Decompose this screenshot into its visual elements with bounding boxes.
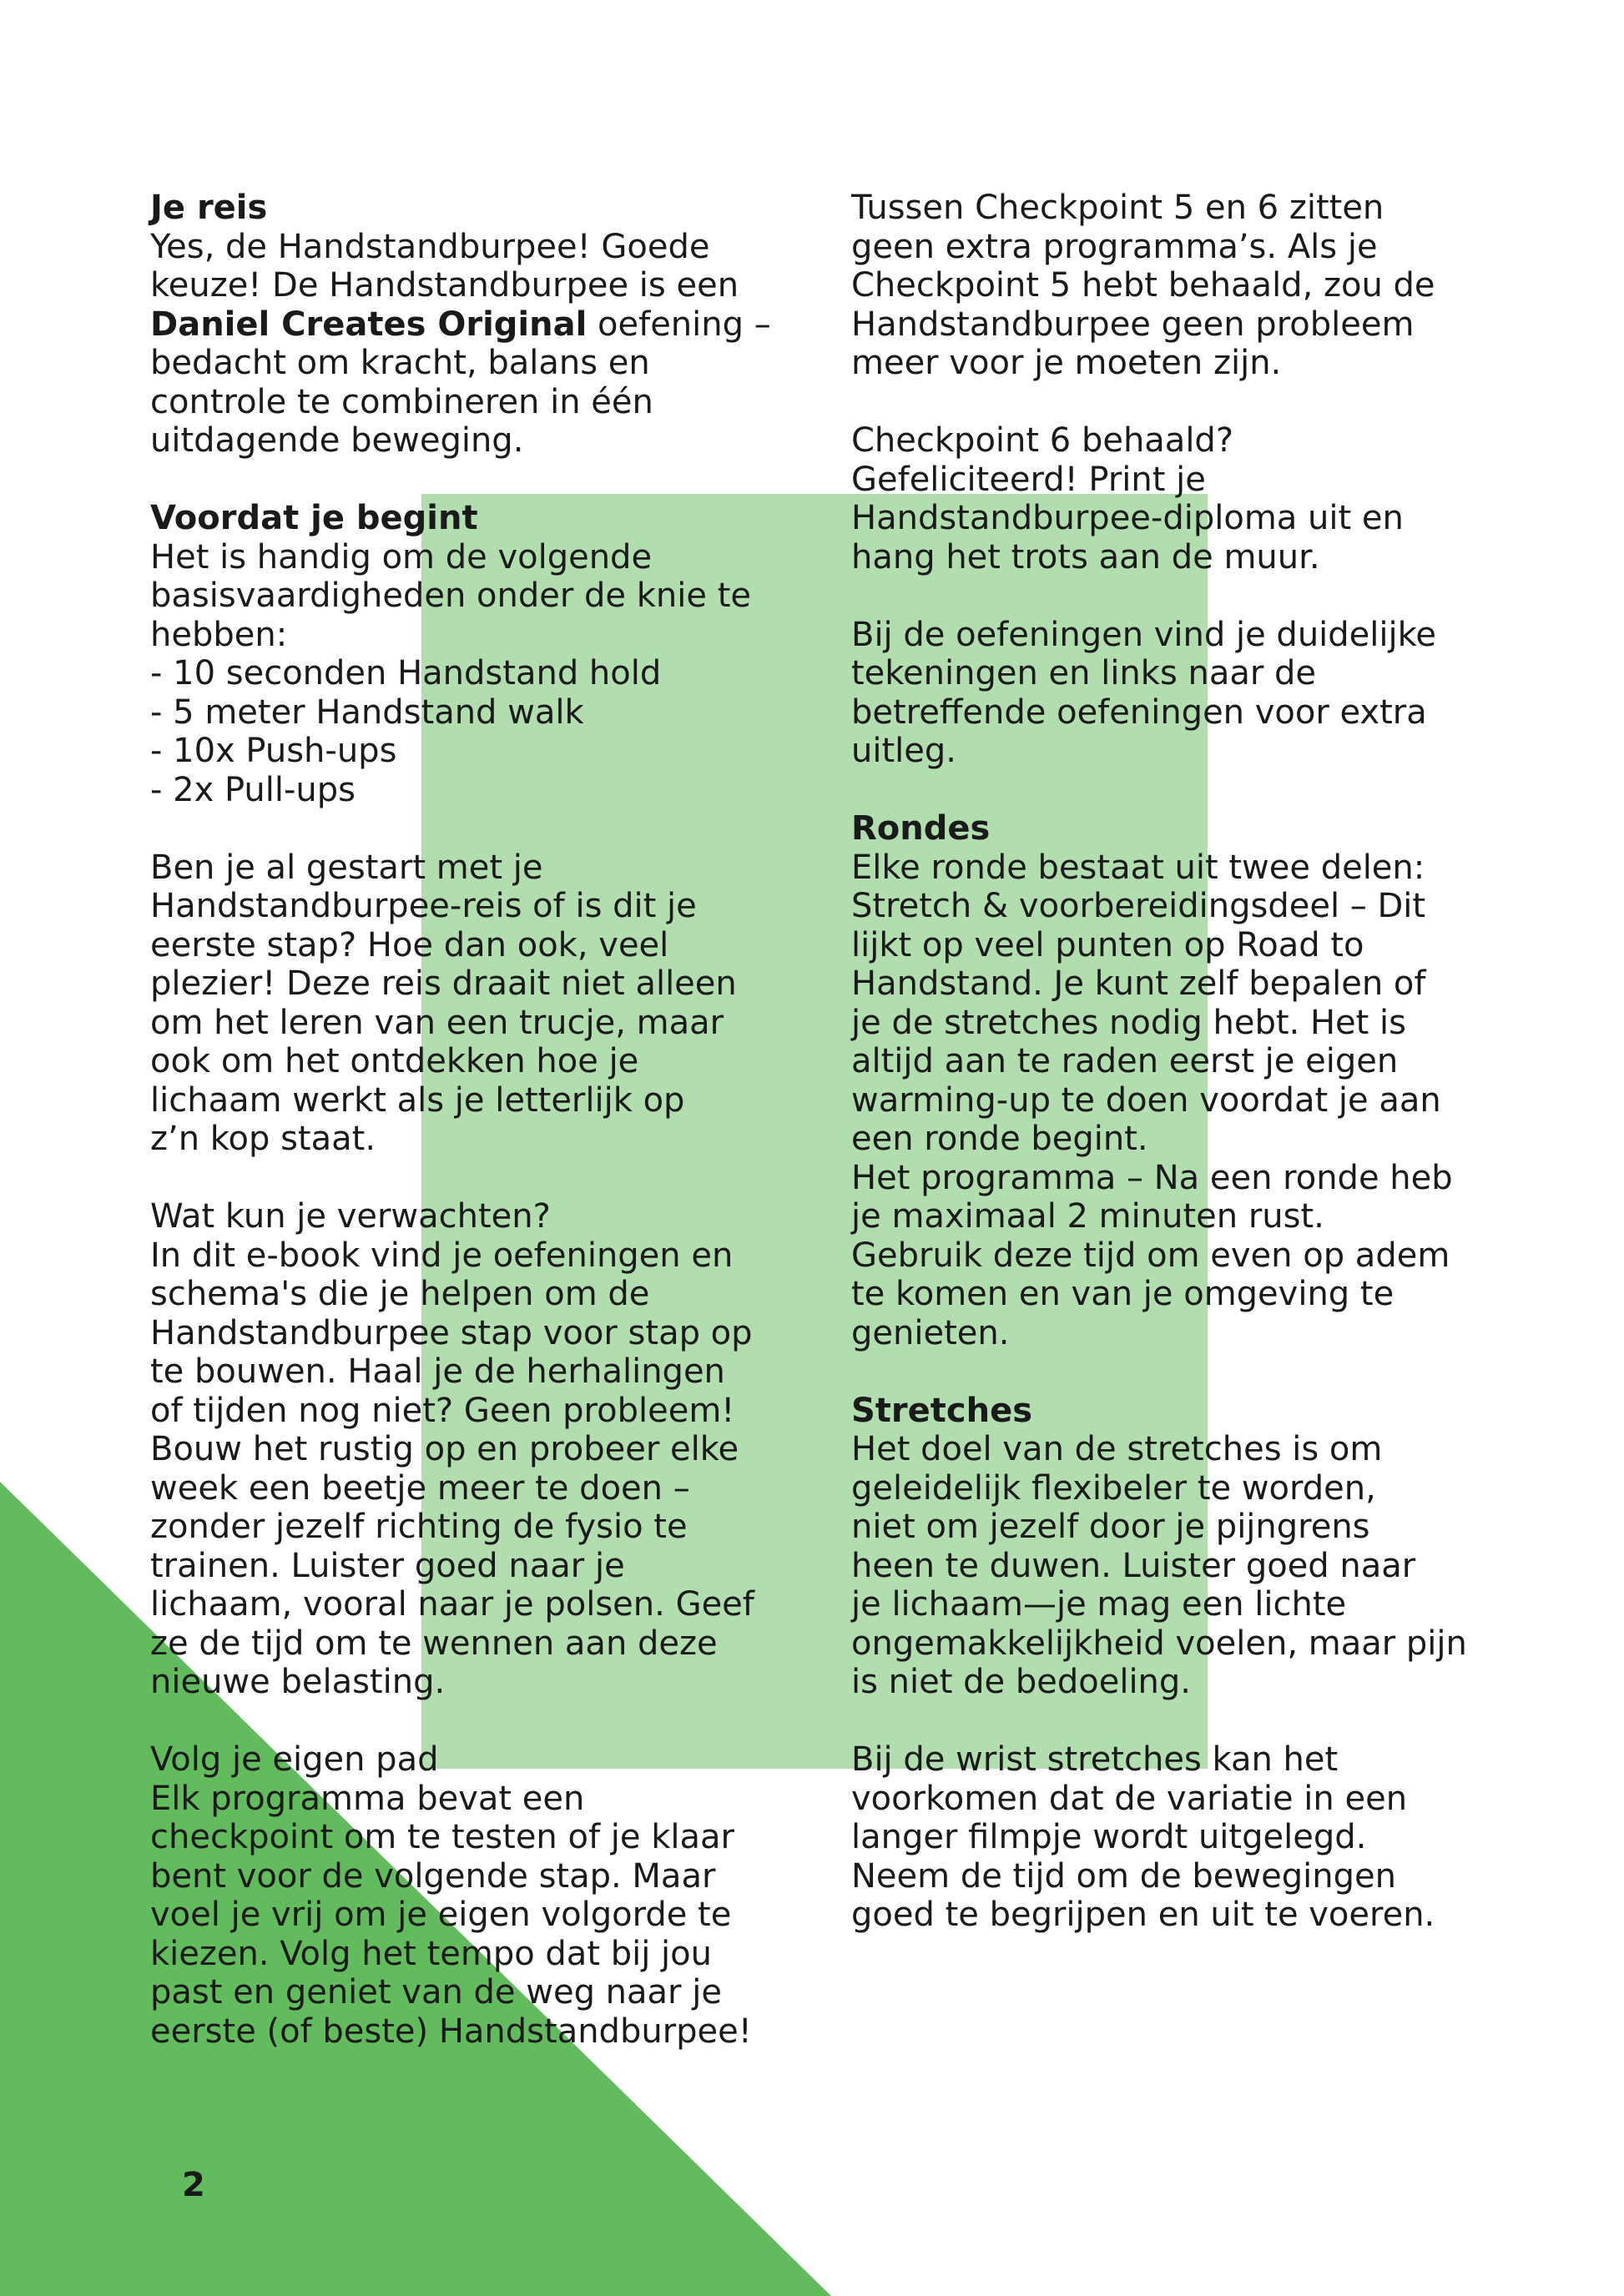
text-line: Handstandburpee-diploma uit en xyxy=(851,499,1404,537)
text-line: ze de tijd om te wennen aan deze xyxy=(150,1624,718,1663)
text-line: is niet de bedoeling. xyxy=(851,1663,1192,1701)
text-line: hebben: xyxy=(150,615,288,654)
paragraph-wrist-stretches xyxy=(851,1740,1586,1935)
paragraph-tussen-checkpoints xyxy=(851,189,1586,383)
text-line: tekeningen en links naar de xyxy=(851,654,1317,692)
heading-stretches: Stretches xyxy=(851,1391,1033,1430)
text-line xyxy=(150,305,784,345)
text-line: ook om het ontdekken hoe je xyxy=(150,1042,639,1080)
heading-rondes: Rondes xyxy=(851,809,991,848)
paragraph-ben-je-al-gestart xyxy=(150,848,784,1159)
text-line: of tijden nog niet? Geen probleem! xyxy=(150,1391,735,1430)
page-number: 2 xyxy=(182,2166,205,2204)
text-line: zonder jezelf richting de fysio te xyxy=(150,1508,688,1546)
text-line: controle te combineren in één xyxy=(150,382,653,421)
text-line: Bij de oefeningen vind je duidelijke xyxy=(851,615,1436,654)
subheading-volg-je-eigen-pad: Volg je eigen pad xyxy=(150,1740,439,1779)
text-line: week een beetje meer te doen – xyxy=(150,1468,690,1508)
list-item: - 10 seconden Handstand hold xyxy=(150,654,662,692)
list-item: - 2x Pull-ups xyxy=(150,770,356,809)
daniel-creates-original: Daniel Creates Original xyxy=(150,305,588,344)
text-line: Handstand. Je kunt zelf bepalen of xyxy=(851,964,1426,1003)
text-line: meer voor je moeten zijn. xyxy=(851,344,1282,382)
text-line: niet om jezelf door je pijngrens xyxy=(851,1508,1370,1546)
text-line: Bij de wrist stretches kan het xyxy=(851,1740,1339,1779)
text-line: nieuwe belasting. xyxy=(150,1663,446,1701)
text-line: plezier! Deze reis draait niet alleen xyxy=(150,964,737,1003)
text-line: altijd aan te raden eerst je eigen xyxy=(851,1042,1399,1080)
text-line: Het doel van de stretches is om xyxy=(851,1430,1383,1468)
text-line: past en geniet van de weg naar je xyxy=(150,1973,722,2012)
text-line: Het is handig om de volgende xyxy=(150,537,653,577)
left-column xyxy=(150,189,784,2090)
text-line: Het programma – Na een ronde heb xyxy=(851,1158,1453,1197)
text-line: schema's die je helpen om de xyxy=(150,1275,650,1313)
text-line: bent voor de volgende stap. Maar xyxy=(150,1856,716,1896)
text-line: uitdagende beweging. xyxy=(150,421,524,460)
section-rondes xyxy=(851,809,1586,1352)
list-item: - 10x Push-ups xyxy=(150,732,397,770)
heading-je-reis: Je reis xyxy=(150,189,268,227)
text-line: langer filmpje wordt uitgelegd. xyxy=(851,1818,1367,1856)
text-line: eerste (of beste) Handstandburpee! xyxy=(150,2012,752,2051)
text-line: je de stretches nodig hebt. Het is xyxy=(851,1003,1406,1042)
text-line: Checkpoint 6 behaald? xyxy=(851,421,1234,460)
text-line: voel je vrij om je eigen volgorde te xyxy=(150,1896,732,1934)
text-line: Tussen Checkpoint 5 en 6 zitten xyxy=(851,189,1384,227)
text-line: een ronde begint. xyxy=(851,1120,1148,1158)
text-line: Checkpoint 5 hebt behaald, zou de xyxy=(851,266,1435,305)
text-line: goed te begrijpen en uit te voeren. xyxy=(851,1896,1435,1934)
text-line: checkpoint om te testen of je klaar xyxy=(150,1818,734,1856)
text-line: heen te duwen. Luister goed naar xyxy=(851,1546,1416,1585)
text-line: Elke ronde bestaat uit twee delen: xyxy=(851,848,1425,887)
section-volg-je-eigen-pad xyxy=(150,1740,784,2051)
subheading-wat-kun-je-verwachten: Wat kun je verwachten? xyxy=(150,1197,551,1236)
text-line: basisvaardigheden onder de knie te xyxy=(150,577,751,615)
text-line: geleidelijk flexibeler te worden, xyxy=(851,1468,1376,1508)
text-line: keuze! De Handstandburpee is een xyxy=(150,266,739,305)
text-line: uitleg. xyxy=(851,732,956,770)
section-voordat-je-begint xyxy=(150,499,784,809)
text-line: In dit e-book vind je oefeningen en xyxy=(150,1236,734,1275)
text-line: trainen. Luister goed naar je xyxy=(150,1546,625,1585)
text-line: om het leren van een trucje, maar xyxy=(150,1003,724,1042)
paragraph-checkpoint-6 xyxy=(851,421,1586,577)
list-item: - 5 meter Handstand walk xyxy=(150,692,584,732)
right-column xyxy=(851,189,1586,1973)
section-je-reis xyxy=(150,189,784,461)
text-line: ongemakkelijkheid voelen, maar pijn xyxy=(851,1624,1467,1663)
text-line: je maximaal 2 minuten rust. xyxy=(851,1197,1324,1236)
text-line: Yes, de Handstandburpee! Goede xyxy=(150,227,710,266)
text-line: lichaam werkt als je letterlijk op xyxy=(150,1080,685,1120)
text-line: Bouw het rustig op en probeer elke xyxy=(150,1430,739,1468)
text-line: kiezen. Volg het tempo dat bij jou xyxy=(150,1934,712,1973)
text-line: bedacht om kracht, balans en xyxy=(150,344,650,382)
section-wat-kun-je-verwachten xyxy=(150,1197,784,1702)
text-line: je lichaam—je mag een lichte xyxy=(851,1585,1347,1624)
text-line: geen extra programma’s. Als je xyxy=(851,227,1378,266)
text-line: Handstandburpee geen probleem xyxy=(851,305,1415,344)
text-line: lijkt op veel punten op Road to xyxy=(851,925,1364,964)
text-line: Gefeliciteerd! Print je xyxy=(851,460,1206,499)
text-line: hang het trots aan de muur. xyxy=(851,537,1320,577)
text-line: Handstandburpee-reis of is dit je xyxy=(150,887,697,925)
text-line: betreffende oefeningen voor extra xyxy=(851,692,1427,732)
text-line: te bouwen. Haal je de herhalingen xyxy=(150,1352,725,1391)
heading-voordat-je-begint: Voordat je begint xyxy=(150,499,478,537)
text-line: Handstandburpee stap voor stap op xyxy=(150,1313,753,1352)
text-line: Stretch & voorbereidingsdeel – Dit xyxy=(851,887,1426,925)
text-line: voorkomen dat de variatie in een xyxy=(851,1779,1408,1818)
text-line: eerste stap? Hoe dan ook, veel xyxy=(150,925,669,964)
text-line: genieten. xyxy=(851,1313,1010,1352)
paragraph-oefeningen xyxy=(851,616,1586,771)
text-line: Elk programma bevat een xyxy=(150,1779,585,1818)
section-stretches xyxy=(851,1392,1586,1702)
text-line: lichaam, vooral naar je polsen. Geef xyxy=(150,1585,754,1624)
text-line: z’n kop staat. xyxy=(150,1120,376,1158)
text-fragment: oefening – xyxy=(587,305,771,344)
text-line: Gebruik deze tijd om even op adem xyxy=(851,1236,1450,1275)
text-line: Neem de tijd om de bewegingen xyxy=(851,1856,1396,1896)
text-line: te komen en van je omgeving te xyxy=(851,1275,1395,1313)
text-line: Ben je al gestart met je xyxy=(150,848,543,887)
text-line: warming-up te doen voordat je aan xyxy=(851,1080,1441,1120)
